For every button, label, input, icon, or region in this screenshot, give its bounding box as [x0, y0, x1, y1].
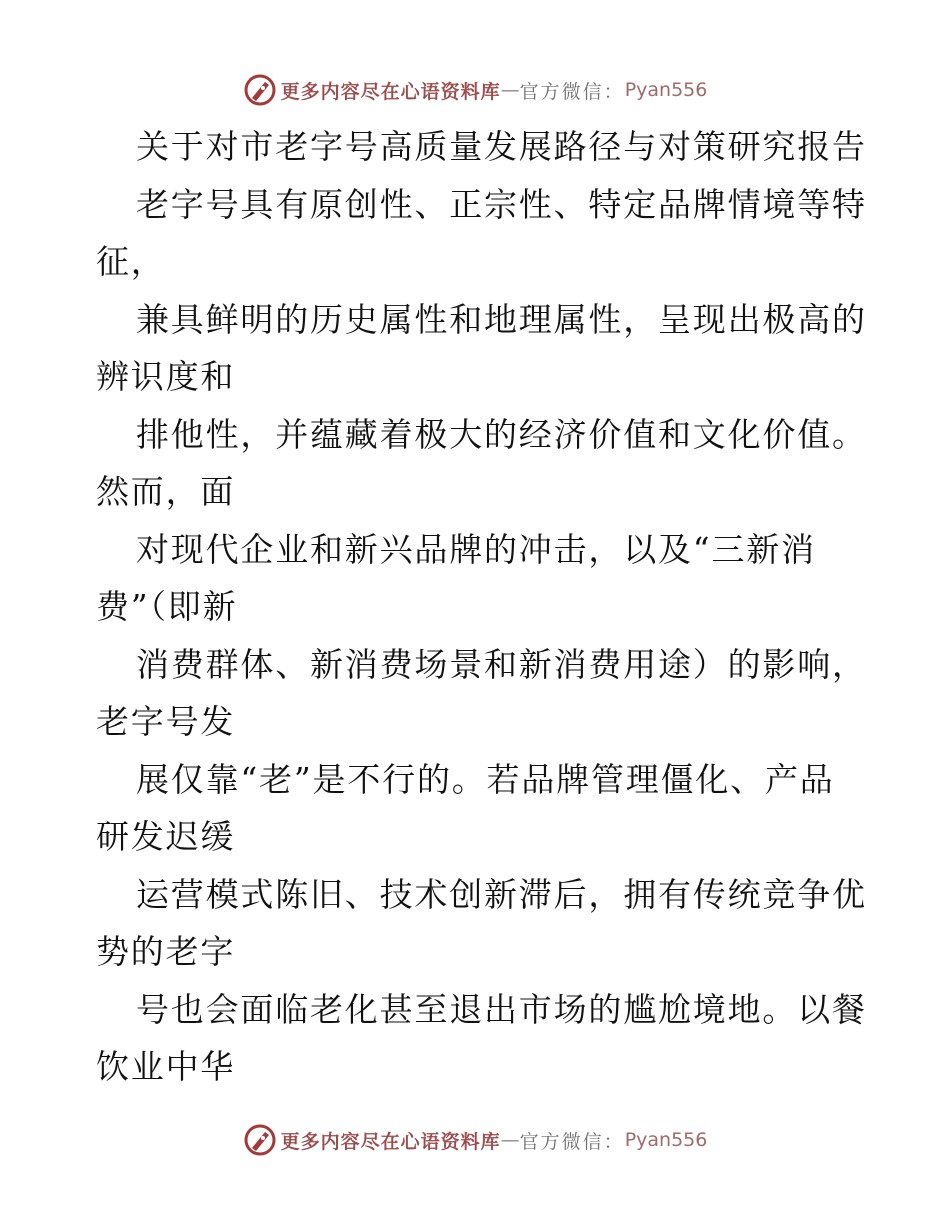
- text-line: 辨识度和: [96, 357, 236, 396]
- text-line: 征，: [96, 242, 166, 281]
- banner-wechat-id: Pyan556: [624, 79, 708, 101]
- text-line: 老字号具有原创性、正宗性、特定品牌情境等特: [136, 184, 867, 224]
- text-line: 对现代企业和新兴品牌的冲击，以及“三新消: [136, 529, 816, 569]
- document-body: [0, 118, 950, 1096]
- header-banner: [0, 70, 950, 110]
- banner-wechat-label: 官方微信：: [519, 80, 625, 103]
- banner-main-text: 更多内容尽在心语资料库: [280, 1130, 501, 1153]
- pen-logo-icon: [243, 1123, 277, 1157]
- text-line: 运营模式陈旧、技术创新滞后，拥有传统竞争优: [136, 874, 867, 914]
- text-line: 消费群体、新消费场景和新消费用途）的影响，: [136, 644, 867, 684]
- text-line: 饮业中华: [96, 1047, 236, 1086]
- banner-separator: —: [500, 79, 520, 101]
- footer-banner: [0, 1120, 950, 1160]
- text-line: 研发迟缓: [96, 817, 236, 856]
- document-title: 关于对市老字号高质量发展路径与对策研究报告: [136, 127, 867, 166]
- pen-logo-icon: [243, 73, 277, 107]
- banner-text: [281, 77, 708, 104]
- banner-text: [281, 1127, 708, 1154]
- text-line: 排他性，并蕴藏着极大的经济价值和文化价值。: [136, 414, 867, 454]
- text-line: 然而，面: [96, 472, 236, 511]
- text-line: 兼具鲜明的历史属性和地理属性，呈现出极高的: [136, 299, 867, 339]
- text-line: 号也会面临老化甚至退出市场的尴尬境地。以餐: [136, 989, 867, 1029]
- banner-separator: —: [500, 1129, 520, 1151]
- text-line: 老字号发: [96, 702, 236, 741]
- banner-wechat-id: Pyan556: [624, 1129, 708, 1151]
- text-line: 费”（即新: [96, 587, 238, 626]
- banner-wechat-label: 官方微信：: [519, 1130, 625, 1153]
- text-line: 展仅靠“老”是不行的。若品牌管理僵化、产品: [136, 759, 835, 799]
- banner-main-text: 更多内容尽在心语资料库: [280, 80, 501, 103]
- text-line: 势的老字: [96, 932, 236, 971]
